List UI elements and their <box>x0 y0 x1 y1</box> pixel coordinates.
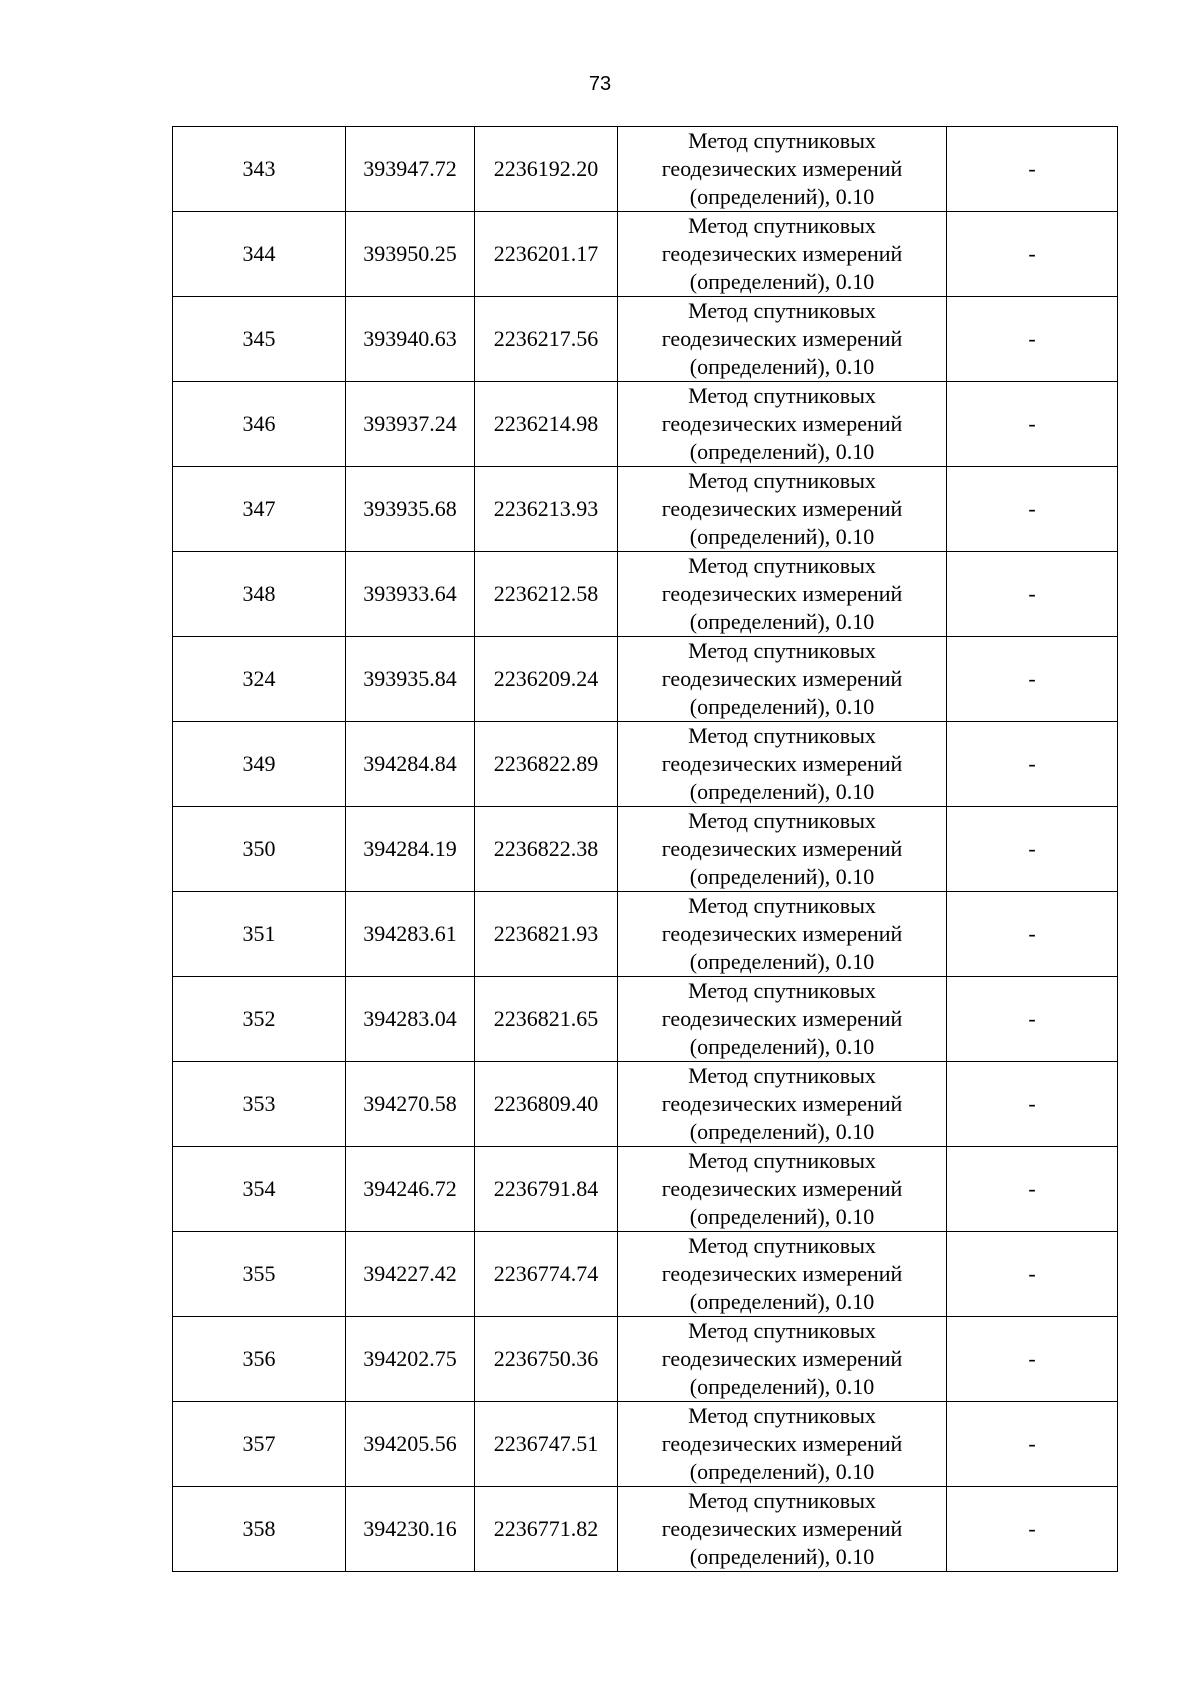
note-cell: - <box>947 637 1118 722</box>
point-number-cell: 355 <box>173 1232 346 1317</box>
note-cell: - <box>947 212 1118 297</box>
note-cell: - <box>947 382 1118 467</box>
x-coordinate-cell: 393935.68 <box>346 467 475 552</box>
method-cell: Метод спутниковых геодезических измерений (определений), 0.10 <box>618 552 947 637</box>
table-row <box>173 127 1118 212</box>
y-coordinate-cell: 2236822.89 <box>475 722 618 807</box>
y-coordinate-cell: 2236212.58 <box>475 552 618 637</box>
x-coordinate-cell: 394270.58 <box>346 1062 475 1147</box>
table-row <box>173 977 1118 1062</box>
method-cell: Метод спутниковых геодезических измерений (определений), 0.10 <box>618 297 947 382</box>
x-coordinate-cell: 394284.19 <box>346 807 475 892</box>
method-cell: Метод спутниковых геодезических измерений (определений), 0.10 <box>618 467 947 552</box>
table-row <box>173 722 1118 807</box>
method-cell: Метод спутниковых геодезических измерений (определений), 0.10 <box>618 212 947 297</box>
table-row <box>173 467 1118 552</box>
note-cell: - <box>947 807 1118 892</box>
table-row <box>173 637 1118 722</box>
note-cell: - <box>947 1487 1118 1572</box>
table-row <box>173 1487 1118 1572</box>
table-row <box>173 1147 1118 1232</box>
point-number-cell: 346 <box>173 382 346 467</box>
method-cell: Метод спутниковых геодезических измерений (определений), 0.10 <box>618 1402 947 1487</box>
note-cell: - <box>947 1402 1118 1487</box>
note-cell: - <box>947 977 1118 1062</box>
y-coordinate-cell: 2236774.74 <box>475 1232 618 1317</box>
point-number-cell: 348 <box>173 552 346 637</box>
x-coordinate-cell: 394246.72 <box>346 1147 475 1232</box>
x-coordinate-cell: 393950.25 <box>346 212 475 297</box>
point-number-cell: 347 <box>173 467 346 552</box>
note-cell: - <box>947 1317 1118 1402</box>
method-cell: Метод спутниковых геодезических измерений (определений), 0.10 <box>618 1232 947 1317</box>
y-coordinate-cell: 2236822.38 <box>475 807 618 892</box>
table-row <box>173 1402 1118 1487</box>
x-coordinate-cell: 394283.04 <box>346 977 475 1062</box>
y-coordinate-cell: 2236201.17 <box>475 212 618 297</box>
point-number-cell: 345 <box>173 297 346 382</box>
y-coordinate-cell: 2236809.40 <box>475 1062 618 1147</box>
table-row <box>173 212 1118 297</box>
x-coordinate-cell: 394227.42 <box>346 1232 475 1317</box>
table-row <box>173 297 1118 382</box>
x-coordinate-cell: 393940.63 <box>346 297 475 382</box>
table-row <box>173 1232 1118 1317</box>
x-coordinate-cell: 393937.24 <box>346 382 475 467</box>
table-row <box>173 1062 1118 1147</box>
point-number-cell: 349 <box>173 722 346 807</box>
y-coordinate-cell: 2236214.98 <box>475 382 618 467</box>
point-number-cell: 353 <box>173 1062 346 1147</box>
y-coordinate-cell: 2236821.93 <box>475 892 618 977</box>
y-coordinate-cell: 2236771.82 <box>475 1487 618 1572</box>
note-cell: - <box>947 127 1118 212</box>
y-coordinate-cell: 2236217.56 <box>475 297 618 382</box>
method-cell: Метод спутниковых геодезических измерений (определений), 0.10 <box>618 1062 947 1147</box>
y-coordinate-cell: 2236209.24 <box>475 637 618 722</box>
table-row <box>173 807 1118 892</box>
y-coordinate-cell: 2236747.51 <box>475 1402 618 1487</box>
point-number-cell: 352 <box>173 977 346 1062</box>
method-cell: Метод спутниковых геодезических измерений (определений), 0.10 <box>618 892 947 977</box>
y-coordinate-cell: 2236821.65 <box>475 977 618 1062</box>
coordinates-table <box>172 126 1118 1572</box>
point-number-cell: 343 <box>173 127 346 212</box>
note-cell: - <box>947 892 1118 977</box>
method-cell: Метод спутниковых геодезических измерений (определений), 0.10 <box>618 127 947 212</box>
method-cell: Метод спутниковых геодезических измерений (определений), 0.10 <box>618 1147 947 1232</box>
x-coordinate-cell: 394284.84 <box>346 722 475 807</box>
x-coordinate-cell: 394283.61 <box>346 892 475 977</box>
coordinates-table-body <box>173 127 1118 1572</box>
method-cell: Метод спутниковых геодезических измерений (определений), 0.10 <box>618 1317 947 1402</box>
point-number-cell: 324 <box>173 637 346 722</box>
method-cell: Метод спутниковых геодезических измерений (определений), 0.10 <box>618 722 947 807</box>
x-coordinate-cell: 394230.16 <box>346 1487 475 1572</box>
note-cell: - <box>947 552 1118 637</box>
point-number-cell: 344 <box>173 212 346 297</box>
point-number-cell: 350 <box>173 807 346 892</box>
method-cell: Метод спутниковых геодезических измерений (определений), 0.10 <box>618 1487 947 1572</box>
table-row <box>173 1317 1118 1402</box>
point-number-cell: 351 <box>173 892 346 977</box>
note-cell: - <box>947 467 1118 552</box>
page-number: 73 <box>588 73 612 95</box>
x-coordinate-cell: 394202.75 <box>346 1317 475 1402</box>
note-cell: - <box>947 722 1118 807</box>
point-number-cell: 357 <box>173 1402 346 1487</box>
x-coordinate-cell: 394205.56 <box>346 1402 475 1487</box>
point-number-cell: 358 <box>173 1487 346 1572</box>
method-cell: Метод спутниковых геодезических измерений (определений), 0.10 <box>618 977 947 1062</box>
point-number-cell: 354 <box>173 1147 346 1232</box>
method-cell: Метод спутниковых геодезических измерений (определений), 0.10 <box>618 382 947 467</box>
y-coordinate-cell: 2236791.84 <box>475 1147 618 1232</box>
method-cell: Метод спутниковых геодезических измерений (определений), 0.10 <box>618 807 947 892</box>
note-cell: - <box>947 297 1118 382</box>
y-coordinate-cell: 2236213.93 <box>475 467 618 552</box>
x-coordinate-cell: 393933.64 <box>346 552 475 637</box>
point-number-cell: 356 <box>173 1317 346 1402</box>
y-coordinate-cell: 2236750.36 <box>475 1317 618 1402</box>
table-row <box>173 892 1118 977</box>
table-row <box>173 552 1118 637</box>
x-coordinate-cell: 393935.84 <box>346 637 475 722</box>
note-cell: - <box>947 1147 1118 1232</box>
note-cell: - <box>947 1232 1118 1317</box>
method-cell: Метод спутниковых геодезических измерений (определений), 0.10 <box>618 637 947 722</box>
y-coordinate-cell: 2236192.20 <box>475 127 618 212</box>
table-row <box>173 382 1118 467</box>
note-cell: - <box>947 1062 1118 1147</box>
x-coordinate-cell: 393947.72 <box>346 127 475 212</box>
